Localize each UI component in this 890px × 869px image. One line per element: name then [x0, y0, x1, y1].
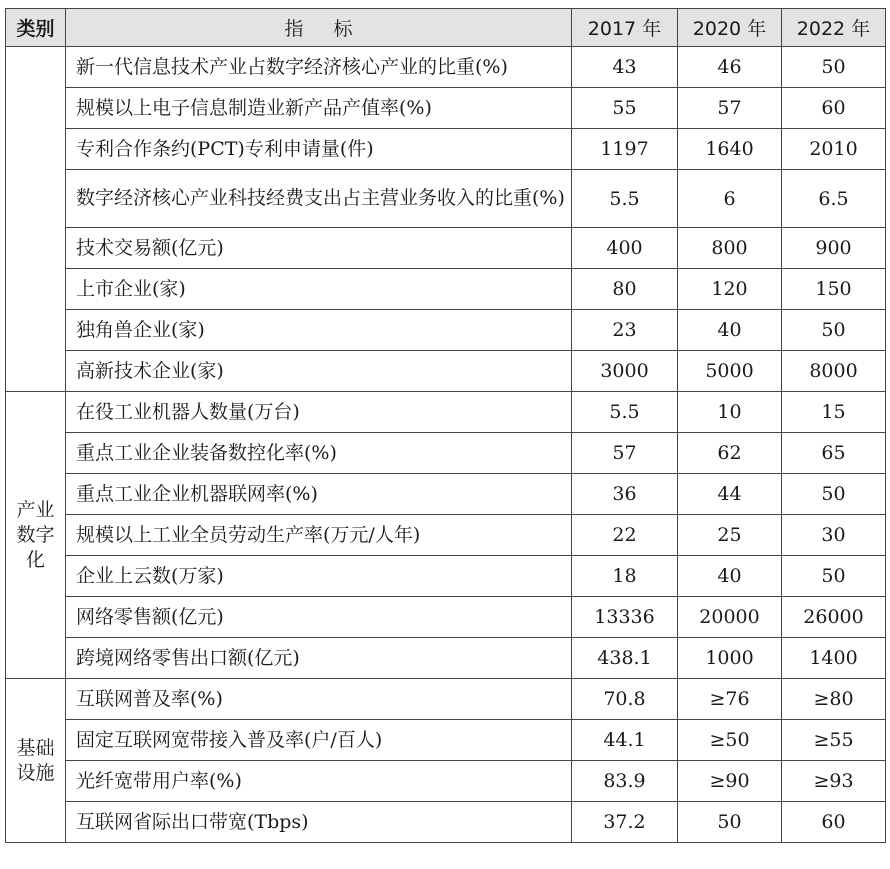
- indicator-cell: 规模以上工业全员劳动生产率(万元/人年): [66, 515, 572, 556]
- value-2022-cell: 50: [782, 310, 886, 351]
- category-label: 产业数字化: [16, 498, 55, 571]
- category-cell: [6, 392, 66, 679]
- value-2020-cell: 10: [678, 392, 782, 433]
- value-2020-cell: 1640: [678, 129, 782, 170]
- value-2017-cell: 5.5: [572, 170, 678, 228]
- value-2022-cell: 50: [782, 474, 886, 515]
- indicator-cell: 独角兽企业(家): [66, 310, 572, 351]
- value-2022-cell: 150: [782, 269, 886, 310]
- indicator-cell: 企业上云数(万家): [66, 556, 572, 597]
- value-2022-cell: 900: [782, 228, 886, 269]
- table-row: [6, 310, 886, 351]
- value-2022-cell: ≥80: [782, 679, 886, 720]
- value-2017-cell: 13336: [572, 597, 678, 638]
- value-2020-cell: 40: [678, 310, 782, 351]
- value-2017-cell: 83.9: [572, 761, 678, 802]
- value-2017-cell: 43: [572, 47, 678, 88]
- value-2022-cell: 2010: [782, 129, 886, 170]
- table-row: [6, 88, 886, 129]
- category-label: 基础设施: [16, 736, 55, 784]
- table-row: [6, 129, 886, 170]
- table-row: [6, 761, 886, 802]
- header-year-2022: 2022 年: [782, 9, 886, 47]
- table-row: [6, 433, 886, 474]
- value-2020-cell: 46: [678, 47, 782, 88]
- value-2017-cell: 57: [572, 433, 678, 474]
- indicator-cell: 技术交易额(亿元): [66, 228, 572, 269]
- value-2017-cell: 80: [572, 269, 678, 310]
- value-2017-cell: 44.1: [572, 720, 678, 761]
- value-2017-cell: 1197: [572, 129, 678, 170]
- value-2017-cell: 438.1: [572, 638, 678, 679]
- value-2020-cell: 44: [678, 474, 782, 515]
- indicator-cell: 跨境网络零售出口额(亿元): [66, 638, 572, 679]
- category-cell: [6, 679, 66, 843]
- indicator-cell: 数字经济核心产业科技经费支出占主营业务收入的比重(%): [66, 170, 572, 228]
- value-2022-cell: 60: [782, 802, 886, 843]
- table-row: [6, 351, 886, 392]
- value-2017-cell: 22: [572, 515, 678, 556]
- indicator-cell: 互联网普及率(%): [66, 679, 572, 720]
- table-row: [6, 474, 886, 515]
- value-2022-cell: 8000: [782, 351, 886, 392]
- indicator-cell: 新一代信息技术产业占数字经济核心产业的比重(%): [66, 47, 572, 88]
- indicator-cell: 互联网省际出口带宽(Tbps): [66, 802, 572, 843]
- value-2022-cell: 26000: [782, 597, 886, 638]
- header-indicator: 指标: [66, 9, 572, 47]
- table-row: [6, 679, 886, 720]
- value-2022-cell: 15: [782, 392, 886, 433]
- indicator-cell: 固定互联网宽带接入普及率(户/百人): [66, 720, 572, 761]
- value-2022-cell: 6.5: [782, 170, 886, 228]
- value-2017-cell: 23: [572, 310, 678, 351]
- value-2022-cell: 50: [782, 556, 886, 597]
- value-2022-cell: 1400: [782, 638, 886, 679]
- value-2017-cell: 400: [572, 228, 678, 269]
- value-2022-cell: 50: [782, 47, 886, 88]
- table-row: [6, 392, 886, 433]
- indicator-cell: 网络零售额(亿元): [66, 597, 572, 638]
- value-2017-cell: 18: [572, 556, 678, 597]
- table-row: [6, 47, 886, 88]
- indicator-cell: 重点工业企业装备数控化率(%): [66, 433, 572, 474]
- value-2020-cell: 57: [678, 88, 782, 129]
- table-row: [6, 228, 886, 269]
- category-cell: [6, 47, 66, 392]
- value-2017-cell: 3000: [572, 351, 678, 392]
- value-2020-cell: 40: [678, 556, 782, 597]
- indicator-cell: 重点工业企业机器联网率(%): [66, 474, 572, 515]
- table-row: [6, 170, 886, 228]
- value-2020-cell: 120: [678, 269, 782, 310]
- value-2020-cell: 25: [678, 515, 782, 556]
- value-2020-cell: 20000: [678, 597, 782, 638]
- header-year-2017: 2017 年: [572, 9, 678, 47]
- table-row: [6, 720, 886, 761]
- value-2017-cell: 70.8: [572, 679, 678, 720]
- indicator-cell: 专利合作条约(PCT)专利申请量(件): [66, 129, 572, 170]
- value-2020-cell: ≥76: [678, 679, 782, 720]
- value-2020-cell: 5000: [678, 351, 782, 392]
- value-2017-cell: 37.2: [572, 802, 678, 843]
- table-row: [6, 638, 886, 679]
- value-2017-cell: 55: [572, 88, 678, 129]
- table-row: [6, 597, 886, 638]
- indicator-table: [5, 8, 886, 843]
- table-row: [6, 515, 886, 556]
- value-2017-cell: 5.5: [572, 392, 678, 433]
- value-2022-cell: ≥93: [782, 761, 886, 802]
- table-row: [6, 269, 886, 310]
- value-2020-cell: 800: [678, 228, 782, 269]
- value-2020-cell: ≥50: [678, 720, 782, 761]
- header-year-2020: 2020 年: [678, 9, 782, 47]
- table-row: [6, 802, 886, 843]
- indicator-cell: 上市企业(家): [66, 269, 572, 310]
- indicator-cell: 高新技术企业(家): [66, 351, 572, 392]
- value-2020-cell: ≥90: [678, 761, 782, 802]
- value-2020-cell: 50: [678, 802, 782, 843]
- value-2022-cell: 65: [782, 433, 886, 474]
- indicator-cell: 规模以上电子信息制造业新产品产值率(%): [66, 88, 572, 129]
- value-2017-cell: 36: [572, 474, 678, 515]
- indicator-cell: 在役工业机器人数量(万台): [66, 392, 572, 433]
- value-2020-cell: 1000: [678, 638, 782, 679]
- header-row: [6, 9, 886, 47]
- value-2020-cell: 6: [678, 170, 782, 228]
- indicator-cell: 光纤宽带用户率(%): [66, 761, 572, 802]
- header-category: 类别: [6, 9, 66, 47]
- table-row: [6, 556, 886, 597]
- value-2022-cell: 30: [782, 515, 886, 556]
- value-2022-cell: 60: [782, 88, 886, 129]
- value-2020-cell: 62: [678, 433, 782, 474]
- value-2022-cell: ≥55: [782, 720, 886, 761]
